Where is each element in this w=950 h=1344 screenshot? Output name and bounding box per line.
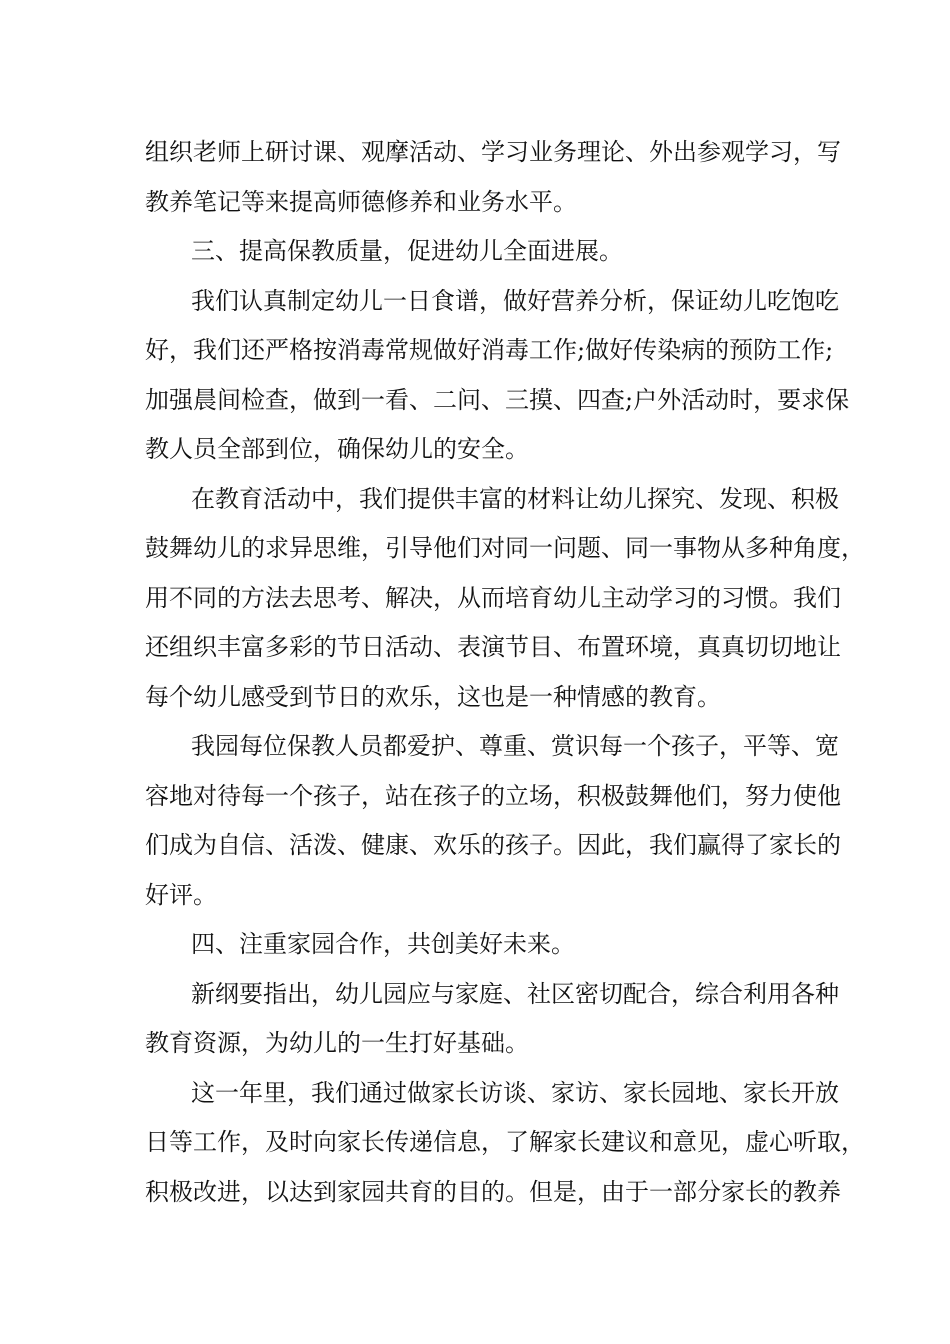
text-line: 教人员全部到位，确保幼儿的安全。 (145, 435, 529, 463)
document-body (145, 128, 865, 1217)
text-line: 用不同的方法去思考、解决，从而培育幼儿主动学习的习惯。我们 (145, 583, 841, 612)
text-line: 我们认真制定幼儿一日食谱，做好营养分析，保证幼儿吃饱吃 (191, 286, 839, 315)
text-line: 在教育活动中，我们提供丰富的材料让幼儿探究、发现、积极 (191, 484, 839, 513)
text-line: 好，我们还严格按消毒常规做好消毒工作;做好传染病的预防工作; (145, 336, 834, 364)
text-line: 日等工作，及时向家长传递信息，了解家长建议和意见，虚心听取， (145, 1128, 865, 1156)
text-line: 我园每位保教人员都爱护、尊重、赏识每一个孩子，平等、宽 (191, 732, 839, 760)
text-line: 还组织丰富多彩的节日活动、表演节目、布置环境，真真切切地让 (145, 633, 841, 661)
text-line: 教养笔记等来提高师德修养和业务水平。 (145, 187, 577, 216)
text-line: 容地对待每一个孩子，站在孩子的立场，积极鼓舞他们，努力使他 (145, 781, 841, 810)
text-line: 鼓舞幼儿的求异思维，引导他们对同一问题、同一事物从多种角度， (145, 534, 865, 562)
text-line: 加强晨间检查，做到一看、二问、三摸、四查;户外活动时，要求保 (145, 385, 850, 414)
section-heading: 四、注重家园合作，共创美好未来。 (191, 930, 575, 958)
section-heading: 三、提高保教质量，促进幼儿全面进展。 (191, 237, 623, 265)
text-line: 每个幼儿感受到节日的欢乐，这也是一种情感的教育。 (145, 682, 721, 711)
text-line: 新纲要指出，幼儿园应与家庭、社区密切配合，综合利用各种 (191, 979, 839, 1008)
text-line: 们成为自信、活泼、健康、欢乐的孩子。因此，我们赢得了家长的 (145, 831, 841, 859)
text-line: 积极改进，以达到家园共育的目的。但是，由于一部分家长的教养 (145, 1177, 841, 1206)
text-line: 教育资源，为幼儿的一生打好基础。 (145, 1029, 529, 1057)
text-line: 好评。 (145, 880, 217, 909)
text-line: 组织老师上研讨课、观摩活动、学习业务理论、外出参观学习，写 (145, 138, 841, 166)
text-line: 这一年里，我们通过做家长访谈、家访、家长园地、家长开放 (191, 1078, 839, 1107)
